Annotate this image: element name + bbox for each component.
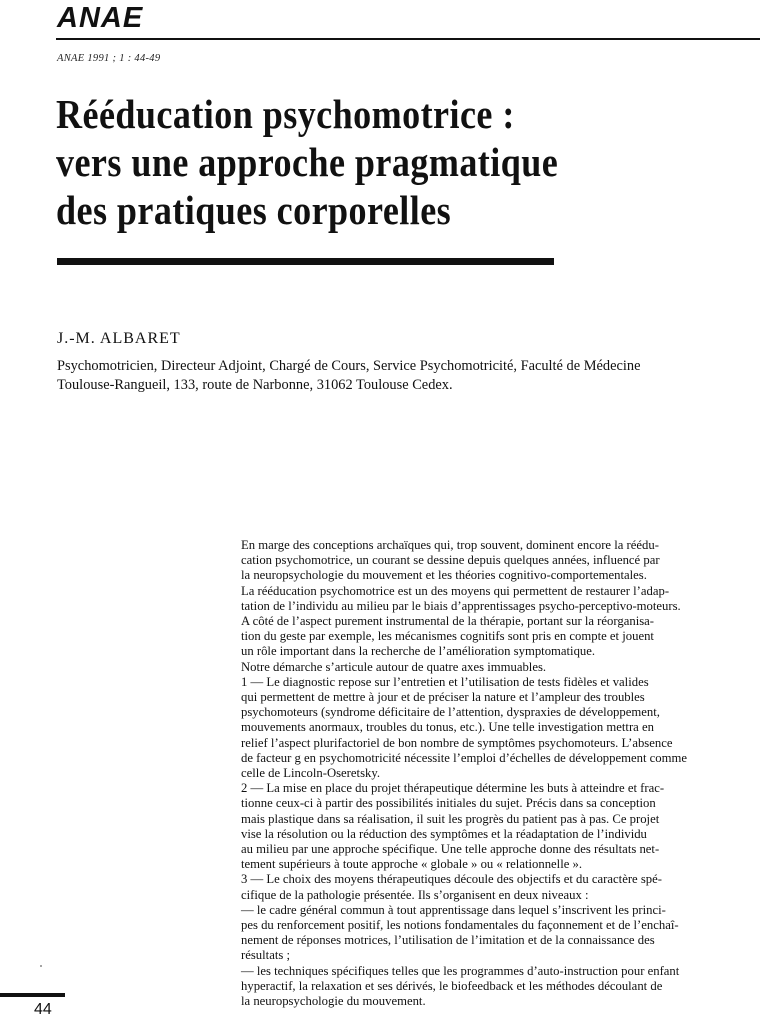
abstract-line: A côté de l’aspect purement instrumental de la thérapie, portant sur la réorganisa- (241, 614, 655, 629)
abstract-line: — le cadre général commun à tout apprentissage dans lequel s’inscrivent les princi- (241, 902, 666, 917)
abstract-line: Notre démarche s’articule autour de quatre axes immuables. (241, 659, 547, 674)
abstract-line: pes du renforcement positif, les notions fondamentales du façonnement et de l’enchaî- (241, 918, 679, 933)
abstract-line: résultats ; (241, 948, 290, 963)
abstract-line: vise la résolution ou la réduction des symptômes et la réadaptation de l’individu (241, 826, 647, 841)
abstract-line: relief l’aspect plurifactoriel de bon nombre de symptômes psychomoteurs. L’absence (241, 735, 673, 750)
abstract-line: 1 — Le diagnostic repose sur l’entretien et l’utilisation de tests fidèles et valides (241, 674, 649, 689)
abstract-line: qui permettent de mettre à jour et de préciser la nature et l’ampleur des troubles (241, 690, 645, 705)
abstract-line: cation psychomotrice, un courant se dessine depuis quelques années, influencé par (241, 553, 660, 568)
abstract (241, 538, 761, 1009)
title-line: Rééducation psychomotrice : (56, 91, 515, 137)
title-rule (57, 258, 554, 265)
abstract-line: mais plastique dans sa réalisation, il suit les progrès du patient pas à pas. Ce projet (241, 811, 660, 826)
abstract-line: au milieu par une approche spécifique. Une telle approche donne des résultats net- (241, 842, 660, 857)
page-number: 44 (34, 1001, 52, 1018)
citation: ANAE 1991 ; 1 : 44-49 (57, 53, 161, 64)
author: J.-M. ALBARET (57, 330, 181, 347)
abstract-line: 3 — Le choix des moyens thérapeutiques découle des objectifs et du caractère spé- (241, 872, 662, 887)
abstract-line: la neuropsychologie du mouvement. (241, 994, 426, 1009)
abstract-line: cifique de la pathologie présentée. Ils s’organisent en deux niveaux : (241, 887, 589, 902)
abstract-line: celle de Lincoln-Oseretsky. (241, 766, 381, 781)
abstract-line: hyperactif, la relaxation et ses dérivés, le biofeedback et les méthodes découlant de (241, 978, 663, 993)
journal-name: ANAE (57, 2, 144, 34)
abstract-line: mouvements anormaux, troubles du tonus, etc.). Une telle investigation mettra en (241, 720, 654, 735)
header-rule (56, 38, 760, 40)
title-line: vers une approche pragmatique (56, 139, 559, 185)
abstract-line: La rééducation psychomotrice est un des moyens qui permettent de restaurer l’adap- (241, 583, 670, 598)
abstract-line: nement de réponses motrices, l’utilisation de l’imitation et de la connaissance des (241, 933, 655, 948)
abstract-line: un rôle important dans la recherche de l’amélioration symptomatique. (241, 644, 596, 659)
abstract-line: psychomoteurs (syndrome déficitaire de l’attention, dyspraxies de développement, (241, 705, 660, 720)
abstract-line: tation de l’individu au milieu par le biais d’apprentissages psycho-perceptivo-moteurs. (241, 598, 681, 613)
abstract-line: la neuropsychologie du mouvement et les théories cognitivo-comportementales. (241, 568, 647, 583)
abstract-line: 2 — La mise en place du projet thérapeutique détermine les buts à atteindre et frac- (241, 781, 665, 796)
affiliation-line: Toulouse-Rangueil, 133, route de Narbonne, 31062 Toulouse Cedex. (57, 377, 453, 393)
page-marker-bar (0, 993, 65, 997)
article-title (56, 90, 672, 234)
scan-speck (40, 965, 42, 967)
abstract-line: tion du geste par exemple, les mécanismes cognitifs sont pris en compte et jouent (241, 629, 654, 644)
affiliation-line: Psychomotricien, Directeur Adjoint, Chargé de Cours, Service Psychomotricité, Faculté de Médecine (57, 358, 641, 374)
abstract-line: tionne ceux-ci à partir des possibilités initiales du sujet. Précis dans sa conception (241, 796, 656, 811)
title-line: des pratiques corporelles (56, 187, 452, 233)
affiliation (57, 357, 767, 395)
abstract-line: de facteur g en psychomotricité nécessite l’emploi d’échelles de développement comme (241, 750, 688, 765)
abstract-line: En marge des conceptions archaïques qui, trop souvent, dominent encore la réédu- (241, 538, 659, 552)
abstract-line: tement supérieurs à toute approche « globale » ou « relationnelle ». (241, 857, 583, 872)
abstract-line: — les techniques spécifiques telles que les programmes d’auto-instruction pour enfant (241, 963, 680, 978)
